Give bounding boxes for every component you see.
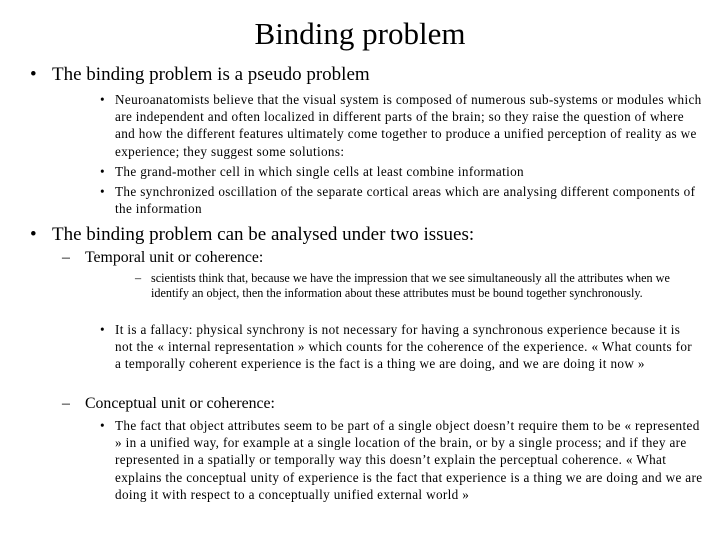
bullet-text: Neuroanatomists believe that the visual system is composed of numerous sub-systems or modules which are independent and often localized in different parts of the brain; so they raise the question of where and how the different features ultimately come together to produce a unified perception of reality as we experience; they suggest some solutions: (115, 92, 702, 159)
heading-text: Conceptual unit or coherence: (85, 395, 275, 412)
slide-title: Binding problem (254, 16, 466, 51)
note-text: scientists think that, because we have the impression that we see simultaneously all the attributes when we identify an object, then the information about these attributes must be bound together synchronously. (151, 271, 670, 301)
bullet-text: The fact that object attributes seem to be part of a single object doesn’t require them to be « represented » in a unified way, for example at a single location of the brain, or by a single process; and if they are represented in a spatially or temporally way this doesn’t explain the perceptual coherence. « What explains the conceptual unity of experience is the fact that experience is a thing we are doing and we are doing it with respect to a conceptually unified external world » (115, 418, 703, 502)
dash-marker: – (62, 249, 70, 266)
bullet-marker: • (100, 92, 105, 107)
bullet-text: It is a fallacy: physical synchrony is not necessary for having a synchronous experience because it is not the « internal representation » which counts for the coherence of the experience. « What counts for a temporally coherent experience is the fact is a thing we are doing, and we are doing it now » (115, 322, 693, 372)
dash-marker: – (62, 395, 70, 412)
bullet-text: The binding problem is a pseudo problem (52, 64, 370, 85)
heading-text: Temporal unit or coherence: (85, 249, 264, 266)
bullet-marker: • (100, 418, 105, 433)
bullet-marker: • (100, 164, 105, 179)
bullet-text: The grand-mother cell in which single cells at least combine information (115, 164, 524, 179)
bullet-marker: • (100, 184, 105, 199)
bullet-text: The binding problem can be analysed under two issues: (52, 224, 475, 245)
bullet-text: The synchronized oscillation of the separate cortical areas which are analysing different components of the information (115, 184, 696, 217)
dash-marker: – (135, 271, 142, 285)
bullet-marker: • (30, 64, 37, 85)
bullet-marker: • (30, 224, 37, 245)
bullet-marker: • (100, 322, 105, 337)
